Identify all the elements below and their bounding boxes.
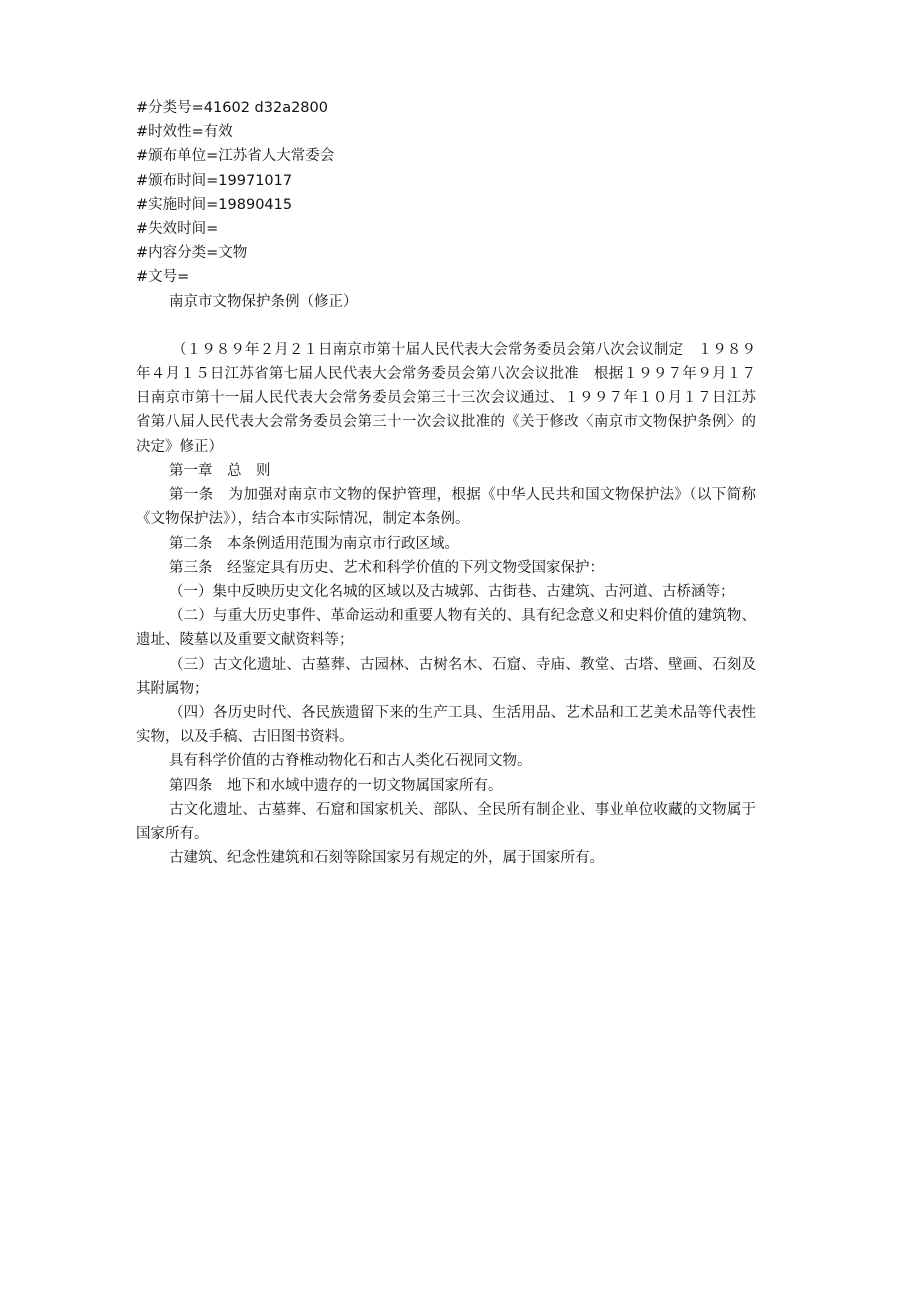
article-4-clause-2: 古文化遗址、古墓葬、石窟和国家机关、部队、全民所有制企业、事业单位收藏的文物属于国家所有。 — [136, 801, 756, 842]
meta-content-category: #内容分类=文物 — [136, 245, 248, 262]
article-3-item-1: （一）集中反映历史文化名城的区域以及古城郭、古街巷、古建筑、古河道、古桥涵等； — [169, 583, 735, 600]
article-1: 第一条 为加强对南京市文物的保护管理，根据《中华人民共和国文物保护法》（以下简称《文物保护法》），结合本市实际情况，制定本条例。 — [136, 487, 756, 528]
blank-line — [136, 314, 756, 338]
meta-issue-date: #颁布时间=19971017 — [136, 172, 293, 189]
meta-effective-date: #实施时间=19890415 — [136, 196, 293, 213]
article-4-clause-3: 古建筑、纪念性建筑和石刻等除国家另有规定的外，属于国家所有。 — [169, 850, 604, 867]
article-3-item-3: （三）古文化遗址、古墓葬、古园林、古树名木、石窟、寺庙、教堂、古塔、壁画、石刻及其附属物； — [136, 656, 756, 697]
article-3-supplement: 具有科学价值的古脊椎动物化石和古人类化石视同文物。 — [169, 753, 532, 770]
article-3-item-2: （二）与重大历史事件、革命运动和重要人物有关的、具有纪念意义和史料价值的建筑物、遗址、陵墓以及重要文献资料等； — [136, 608, 756, 649]
meta-validity: #时效性=有效 — [136, 124, 233, 141]
chapter-heading: 第一章 总 则 — [169, 462, 271, 479]
meta-category-number: #分类号=41602 d32a2800 — [136, 100, 328, 116]
meta-expiry-date: #失效时间= — [136, 220, 219, 237]
meta-issuing-authority: #颁布单位=江苏省人大常委会 — [136, 148, 335, 165]
article-3-item-4: （四）各历史时代、各民族遗留下来的生产工具、生活用品、艺术品和工艺美术品等代表性实物，以及手稿、古旧图书资料。 — [136, 704, 756, 746]
meta-document-number: #文号= — [136, 269, 190, 286]
document-title: 南京市文物保护条例（修正） — [169, 293, 358, 310]
article-4: 第四条 地下和水域中遗存的一切文物属国家所有。 — [169, 777, 503, 794]
article-2: 第二条 本条例适用范围为南京市行政区域。 — [169, 535, 459, 552]
article-3: 第三条 经鉴定具有历史、艺术和科学价值的下列文物受国家保护： — [169, 559, 604, 576]
document-page — [136, 96, 756, 870]
amendment-history: （１９８９年２月２１日南京市第十届人民代表大会常务委员会第八次会议制定 １９８９年４月１５日江苏省第七届人民代表大会常务委员会第八次会议批准 根据１９９７年９月１７日南京市第十一届人民代表大会常务委员会第三十三次会议通过、１９９７年１０月１７日江苏省第八届人民代表大会常务委员会第三十一次会议批准的《关于修改〈南京市文物保护条例〉的决定》修正） — [136, 341, 756, 455]
